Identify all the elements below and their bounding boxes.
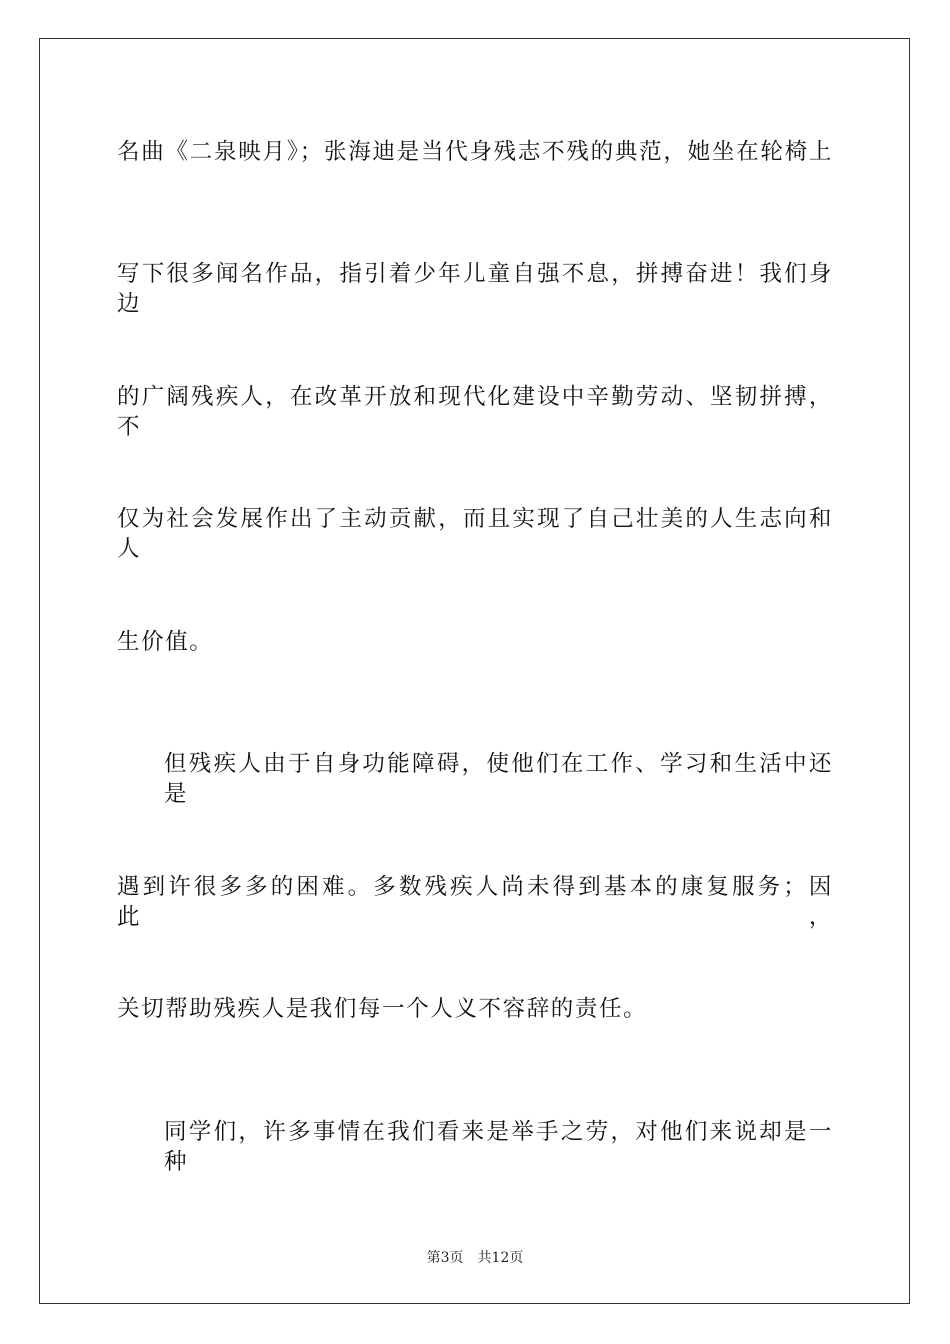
page-total: 共12页 bbox=[477, 1250, 524, 1266]
text-line-5: 生价值。 bbox=[117, 629, 214, 655]
text-line-3: 的广阔残疾人，在改革开放和现代化建设中辛勤劳动、坚韧拼搏，不 bbox=[117, 384, 833, 440]
text-line-7: 遇到许很多多的困难。多数残疾人尚未得到基本的康复服务；因此， bbox=[117, 874, 833, 930]
text-line-1: 名曲《二泉映月》；张海迪是当代身残志不残的典范，她坐在轮椅上 bbox=[117, 139, 833, 165]
page-border bbox=[39, 38, 910, 1304]
text-line-9: 同学们，许多事情在我们看来是举手之劳，对他们来说却是一种 bbox=[164, 1119, 833, 1175]
page-footer bbox=[0, 1247, 950, 1267]
text-line-2: 写下很多闻名作品，指引着少年儿童自强不息，拼搏奋进！我们身边 bbox=[117, 261, 833, 317]
text-line-6: 但残疾人由于自身功能障碍，使他们在工作、学习和生活中还是 bbox=[164, 751, 833, 807]
page-number: 第3页 bbox=[426, 1250, 464, 1266]
text-line-8: 关切帮助残疾人是我们每一个人义不容辞的责任。 bbox=[117, 996, 648, 1022]
text-line-4: 仅为社会发展作出了主动贡献，而且实现了自己壮美的人生志向和人 bbox=[117, 506, 833, 562]
